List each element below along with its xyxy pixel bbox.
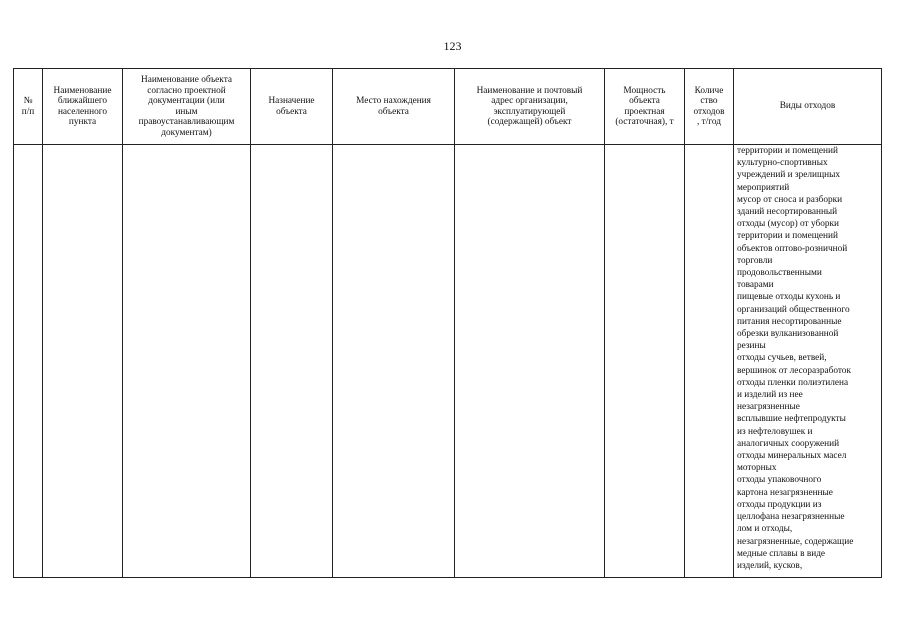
header-line: адрес организации, (491, 96, 568, 106)
cell-capacity (605, 145, 685, 578)
cell-purpose (251, 145, 333, 578)
waste-type-line: лом и отходы, (737, 524, 793, 535)
waste-type-line: продовольственными (737, 268, 822, 279)
header-line: населенного (57, 106, 108, 117)
waste-type-line: объектов оптово-розничной (737, 243, 848, 254)
waste-type-line: моторных (737, 463, 777, 474)
cell-quantity (685, 145, 734, 578)
page-number: 123 (443, 39, 462, 53)
waste-type-line: зданий несортированный (737, 207, 838, 218)
header-line: согласно проектной (147, 85, 226, 96)
waste-type-line: отходы (мусор) от уборки (737, 219, 839, 230)
header-line: документам) (161, 127, 212, 138)
header-cell-number (14, 69, 43, 145)
waste-type-line: картона незагрязненные (737, 487, 833, 498)
waste-type-line: вершинок от лесоразработок (737, 365, 851, 376)
cell-object-name (123, 145, 251, 578)
header-line: (остаточная), т (615, 117, 674, 127)
header-line: Место нахождения (356, 96, 431, 106)
header-line: Количе (694, 85, 724, 96)
waste-type-line: и изделий из нее (737, 390, 803, 401)
waste-type-line: медные сплавы в виде (737, 548, 826, 559)
header-line: объекта (378, 106, 409, 117)
header-line: ство (700, 96, 718, 106)
header-line: (содержащей) объект (487, 117, 572, 127)
header-line: ближайшего (57, 96, 108, 106)
waste-type-line: отходы сучьев, ветвей, (737, 353, 827, 364)
waste-type-line: резины (737, 341, 766, 352)
header-line: проектная (624, 106, 665, 117)
waste-type-line: отходы пленки полиэтилена (737, 377, 849, 388)
header-line: правоустанавливающим (138, 117, 235, 127)
table-header-row (14, 69, 882, 145)
header-line: Назначение (268, 96, 315, 106)
header-line: эксплуатирующей (493, 106, 566, 117)
waste-type-line: торговли (737, 255, 773, 266)
cell-waste-types (734, 145, 882, 578)
header-line: отходов (693, 106, 725, 117)
header-line: иным (175, 106, 198, 117)
header-line: Наименование (53, 85, 112, 96)
header-cell-quantity (685, 69, 734, 145)
waste-facilities-table (13, 68, 882, 578)
waste-type-line: обрезки вулканизованной (737, 329, 839, 340)
header-line: п/п (21, 106, 35, 117)
waste-type-line: культурно-спортивных (737, 158, 828, 169)
header-line: № (23, 96, 33, 106)
waste-type-line: территории и помещений (737, 146, 838, 156)
header-line: Наименование и почтовый (476, 85, 583, 96)
header-line: объекта (629, 96, 660, 106)
header-cell-capacity (605, 69, 685, 145)
header-cell-settlement (43, 69, 123, 145)
cell-number (14, 145, 43, 578)
header-line: объекта (276, 106, 307, 117)
waste-type-line: целлофана незагрязненные (737, 512, 845, 523)
cell-operator (455, 145, 605, 578)
waste-type-line: незагрязненные (737, 402, 800, 413)
waste-type-line: пищевые отходы кухонь и (737, 292, 841, 303)
waste-type-line: из нефтеловушек и (737, 426, 813, 437)
header-line: Виды отходов (779, 101, 836, 112)
waste-types-list (734, 145, 881, 577)
waste-type-line: питания несортированные (737, 316, 842, 327)
header-line: Мощность (623, 85, 666, 96)
waste-type-line: мероприятий (737, 182, 790, 193)
cell-settlement (43, 145, 123, 578)
header-cell-waste-types (734, 69, 882, 145)
waste-type-line: территории и помещений (737, 231, 838, 242)
waste-type-line: мусор от сноса и разборки (737, 194, 843, 205)
header-line: , т/год (697, 117, 721, 127)
waste-type-line: отходы минеральных масел (737, 451, 847, 462)
waste-type-line: учреждений и зрелищных (737, 170, 841, 181)
header-cell-object-name (123, 69, 251, 145)
waste-type-line: отходы продукции из (737, 499, 822, 510)
header-cell-purpose (251, 69, 333, 145)
waste-type-line: товарами (737, 280, 774, 291)
header-line: документации (или (148, 96, 225, 106)
cell-location (333, 145, 455, 578)
waste-type-line: аналогичных сооружений (737, 438, 840, 449)
waste-type-line: незагрязненные, содержащие (737, 536, 854, 547)
header-line: Наименование объекта (140, 75, 233, 85)
waste-type-line: изделий, кусков, (737, 560, 803, 571)
header-line: пункта (68, 117, 97, 127)
waste-type-line: отходы упаковочного (737, 475, 822, 486)
table-row (14, 145, 882, 578)
header-cell-operator (455, 69, 605, 145)
waste-type-line: организаций общественного (737, 304, 850, 315)
waste-type-line: всплывшие нефтепродукты (737, 414, 846, 425)
header-cell-location (333, 69, 455, 145)
